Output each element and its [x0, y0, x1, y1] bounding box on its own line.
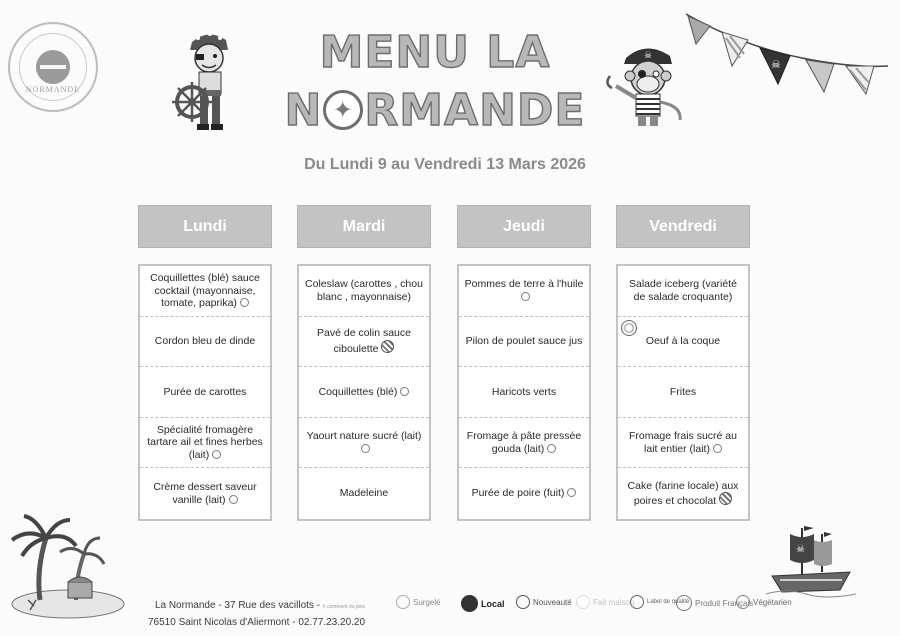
day-header: Mardi [297, 205, 431, 248]
bunting-decoration [682, 10, 892, 100]
menu-item [618, 266, 748, 317]
menu-item-text: Cordon bleu de dinde [154, 335, 256, 348]
menu-item [140, 418, 270, 469]
day-header: Lundi [138, 205, 272, 248]
day-column-lundi [138, 205, 272, 506]
label-badge-icon [240, 298, 249, 307]
title-line-2-right: RMANDE [364, 85, 586, 136]
label-badge-icon [547, 444, 556, 453]
menu-item-text: Coquillettes (blé) sauce cocktail (mayonnaise, tomate, paprika) [150, 272, 260, 310]
menu-item-text: Salade iceberg (variété de salade croquante) [629, 278, 737, 303]
label-badge-icon [212, 450, 221, 459]
legend-label: Produit Français [695, 598, 754, 608]
day-header: Jeudi [457, 205, 591, 248]
menu-item [459, 317, 589, 368]
pirate-monkey-illustration [602, 36, 692, 132]
menu-item [618, 418, 748, 469]
legend-label: Nouveauté [533, 597, 572, 607]
menu-item [459, 468, 589, 519]
label-badge-icon [229, 495, 238, 504]
new-icon [516, 595, 530, 609]
pirate-ship-illustration [766, 520, 856, 600]
menu-item [299, 367, 429, 418]
menu-item [618, 367, 748, 418]
quality-label-icon [621, 320, 637, 336]
homemade-icon [576, 595, 590, 609]
legend-item-surgele [396, 595, 441, 609]
label-badge-icon [521, 292, 530, 301]
legend-item-local [461, 595, 505, 612]
menu-title [260, 24, 610, 140]
pirate-helm-illustration [170, 28, 245, 138]
menu-item [140, 367, 270, 418]
legend-item-nouveaute [516, 595, 572, 609]
snowflake-icon [396, 595, 410, 609]
vegetarian-icon [736, 595, 750, 609]
menu-item [140, 468, 270, 519]
menu-item-text: Crème dessert saveur vanille (lait) [153, 481, 257, 506]
day-column-jeudi [457, 205, 591, 500]
logo-ring [19, 33, 87, 101]
menu-item [299, 418, 429, 469]
footer-address [148, 598, 365, 630]
quality-label-icon [630, 595, 644, 609]
menu-item-text: Oeuf à la coque [645, 335, 721, 348]
local-icon [461, 595, 478, 612]
day-menu [457, 264, 591, 521]
label-badge-icon [400, 387, 409, 396]
label-badge-icon [361, 444, 370, 453]
menu-item-text: Spécialité fromagère tartare ail et fines herbes (lait) [147, 423, 263, 461]
menu-item [140, 317, 270, 368]
title-line-2-left: N [284, 85, 323, 136]
menu-item [299, 468, 429, 519]
menu-item-text: Coleslaw (carottes , chou blanc , mayonnaise) [305, 278, 423, 303]
week-dates: Du Lundi 9 au Vendredi 13 Mars 2026 [304, 156, 586, 173]
legend-label: Végétarien [753, 597, 792, 607]
legend-label: Local [481, 598, 505, 609]
menu-item-text: Frites [669, 385, 697, 398]
svg-text:☠: ☠ [796, 544, 805, 555]
day-menu [297, 264, 431, 521]
restaurant-logo [8, 22, 98, 112]
menu-item [618, 468, 748, 519]
menu-item [618, 317, 748, 368]
menu-item-text: Purée de poire (fuit) [471, 487, 565, 500]
label-badge-icon [713, 444, 722, 453]
menu-item-text: Pommes de terre à l'huile [464, 278, 584, 291]
menu-item-text: Fromage frais sucré au lait entier (lait) [629, 430, 737, 455]
menu-item [459, 418, 589, 469]
menu-item-text: Pilon de poulet sauce jus [465, 335, 583, 348]
title-line-2 [260, 82, 610, 140]
menu-item-text: Haricots verts [491, 385, 557, 398]
menu-item [459, 367, 589, 418]
french-product-icon [676, 595, 692, 611]
legend-item-vegetarien [736, 595, 792, 609]
label-legend [396, 595, 796, 617]
menu-item-text: Madeleine [339, 487, 389, 500]
menu-item-text: Pavé de colin sauce ciboulette [317, 327, 411, 355]
address-line-2: 76510 Saint Nicolas d'Aliermont - 02.77.23.20.20 [148, 617, 366, 628]
legend-label: Label de qualité [647, 599, 690, 605]
menu-item [459, 266, 589, 317]
day-column-mardi [297, 205, 431, 500]
day-menu [616, 264, 750, 521]
address-line-1 [148, 598, 365, 615]
menu-item [299, 317, 429, 368]
menu-item-text: Fromage à pâte pressée gouda (lait) [466, 430, 582, 455]
svg-text:☠: ☠ [771, 58, 781, 71]
menu-item [299, 266, 429, 317]
legend-label: Surgelé [413, 597, 441, 607]
local-label-icon [719, 492, 732, 505]
compass-icon [323, 90, 363, 130]
legend-item-fait-maison [576, 595, 634, 609]
address-tiny-text: # comment du pois [322, 604, 366, 610]
menu-item-text: Cake (farine locale) aux poires et chocolat [627, 479, 739, 508]
title-line-1: MENU LA [319, 27, 551, 78]
menu-item-text: Yaourt nature sucré (lait) [306, 430, 422, 443]
fish-label-icon [381, 340, 394, 353]
address-street: La Normande - 37 Rue des vacillots - [154, 600, 321, 611]
menu-item-text: Coquillettes (blé) [318, 385, 398, 398]
svg-text:☠: ☠ [644, 51, 653, 61]
legend-label: Fait maison [593, 597, 635, 607]
menu-item-text: Purée de carottes [163, 385, 247, 398]
logo-text: LA NORMANDE [25, 76, 81, 94]
day-menu [138, 264, 272, 521]
label-badge-icon [567, 488, 576, 497]
treasure-island-illustration [6, 510, 126, 625]
menu-item [140, 266, 270, 317]
day-header: Vendredi [616, 205, 750, 248]
day-column-vendredi [616, 205, 750, 508]
